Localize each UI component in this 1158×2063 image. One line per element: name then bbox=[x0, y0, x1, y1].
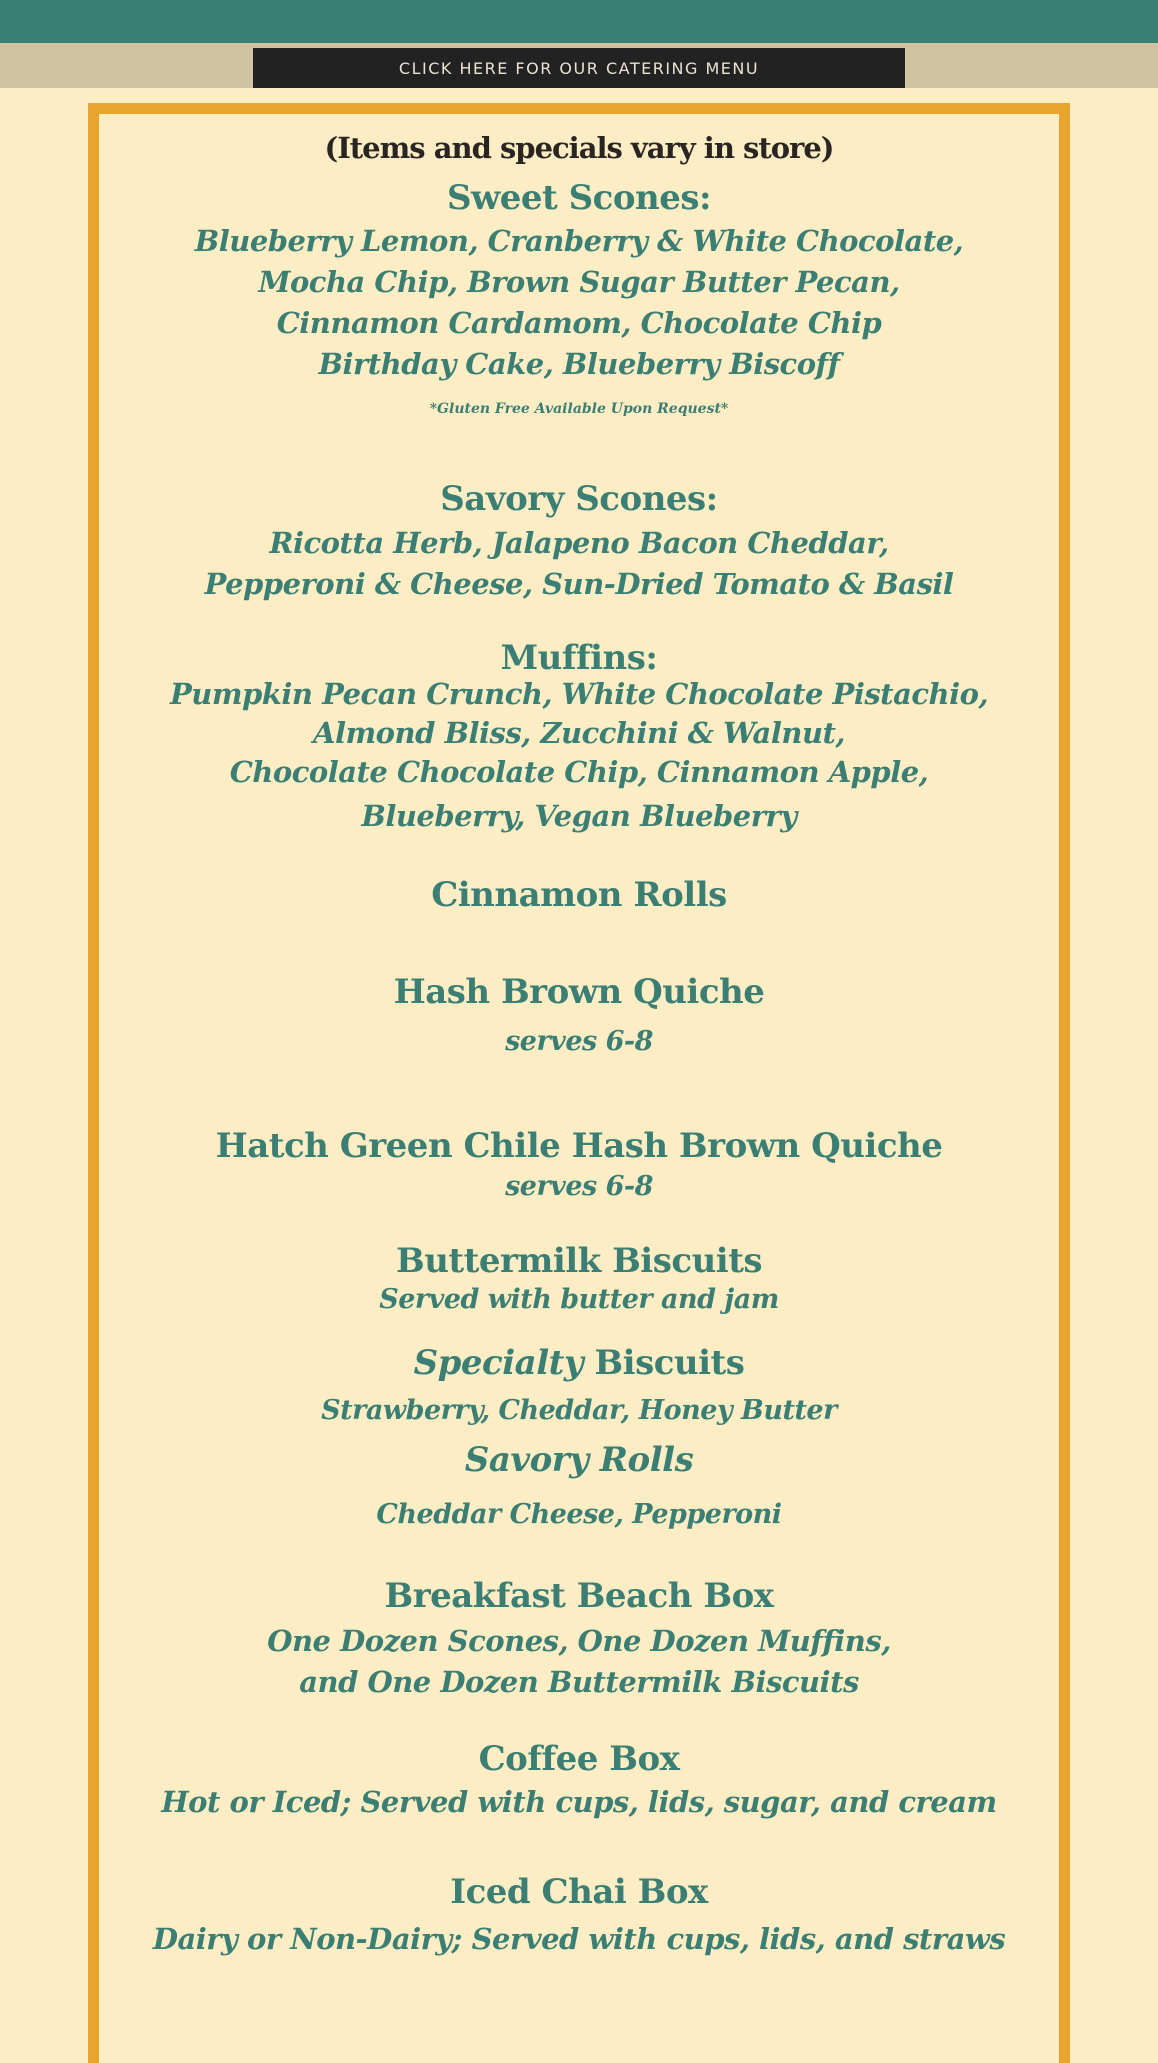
coffee-box-title: Coffee Box bbox=[478, 1739, 680, 1779]
sweet-scones-line-1: Blueberry Lemon, Cranberry & White Chocolate, bbox=[194, 224, 964, 258]
savory-scones-line-2: Pepperoni & Cheese, Sun-Dried Tomato & Basil bbox=[204, 567, 954, 601]
muffins-line-1: Pumpkin Pecan Crunch, White Chocolate Pistachio, bbox=[169, 677, 989, 711]
specialty-biscuits-title bbox=[100, 1343, 1058, 1383]
hash-brown-quiche-serves: serves 6-8 bbox=[505, 1026, 653, 1057]
gluten-free-note: *Gluten Free Available Upon Request* bbox=[429, 401, 729, 417]
hash-brown-quiche-title: Hash Brown Quiche bbox=[393, 972, 765, 1012]
coffee-box-sub: Hot or Iced; Served with cups, lids, sugar, and cream bbox=[161, 1785, 997, 1819]
breakfast-box-title: Breakfast Beach Box bbox=[384, 1576, 774, 1616]
catering-menu-button[interactable]: CLICK HERE FOR OUR CATERING MENU bbox=[253, 48, 905, 88]
muffins-line-4: Blueberry, Vegan Blueberry bbox=[361, 799, 797, 833]
sweet-scones-line-2: Mocha Chip, Brown Sugar Butter Pecan, bbox=[258, 265, 900, 299]
buttermilk-biscuits-title: Buttermilk Biscuits bbox=[395, 1241, 763, 1281]
muffins-line-2: Almond Bliss, Zucchini & Walnut, bbox=[312, 716, 846, 750]
availability-note: (Items and specials vary in store) bbox=[324, 131, 834, 165]
sweet-scones-line-4: Birthday Cake, Blueberry Biscoff bbox=[318, 347, 840, 381]
muffins-line-3: Chocolate Chocolate Chip, Cinnamon Apple, bbox=[229, 755, 929, 789]
iced-chai-box-sub: Dairy or Non-Dairy; Served with cups, lids, and straws bbox=[152, 1922, 1006, 1956]
buttermilk-biscuits-sub: Served with butter and jam bbox=[379, 1284, 779, 1315]
sweet-scones-line-3: Cinnamon Cardamom, Chocolate Chip bbox=[276, 306, 882, 340]
breakfast-box-line-1: One Dozen Scones, One Dozen Muffins, bbox=[267, 1624, 891, 1658]
breakfast-box-line-2: and One Dozen Buttermilk Biscuits bbox=[299, 1665, 859, 1699]
savory-rolls-title: Savory Rolls bbox=[464, 1440, 694, 1480]
hatch-quiche-serves: serves 6-8 bbox=[505, 1171, 653, 1202]
specialty-word: Specialty bbox=[413, 1343, 584, 1383]
savory-rolls-sub: Cheddar Cheese, Pepperoni bbox=[376, 1499, 782, 1530]
savory-scones-title: Savory Scones: bbox=[440, 479, 718, 519]
sweet-scones-title: Sweet Scones: bbox=[446, 178, 712, 218]
iced-chai-box-title: Iced Chai Box bbox=[450, 1872, 708, 1912]
cinnamon-rolls-title: Cinnamon Rolls bbox=[431, 875, 727, 915]
top-header-bar bbox=[0, 0, 1158, 43]
savory-scones-line-1: Ricotta Herb, Jalapeno Bacon Cheddar, bbox=[269, 526, 889, 560]
specialty-biscuits-sub: Strawberry, Cheddar, Honey Butter bbox=[321, 1395, 837, 1426]
muffins-title: Muffins: bbox=[500, 638, 658, 678]
biscuits-word: Biscuits bbox=[583, 1343, 745, 1383]
hatch-quiche-title: Hatch Green Chile Hash Brown Quiche bbox=[215, 1126, 943, 1166]
